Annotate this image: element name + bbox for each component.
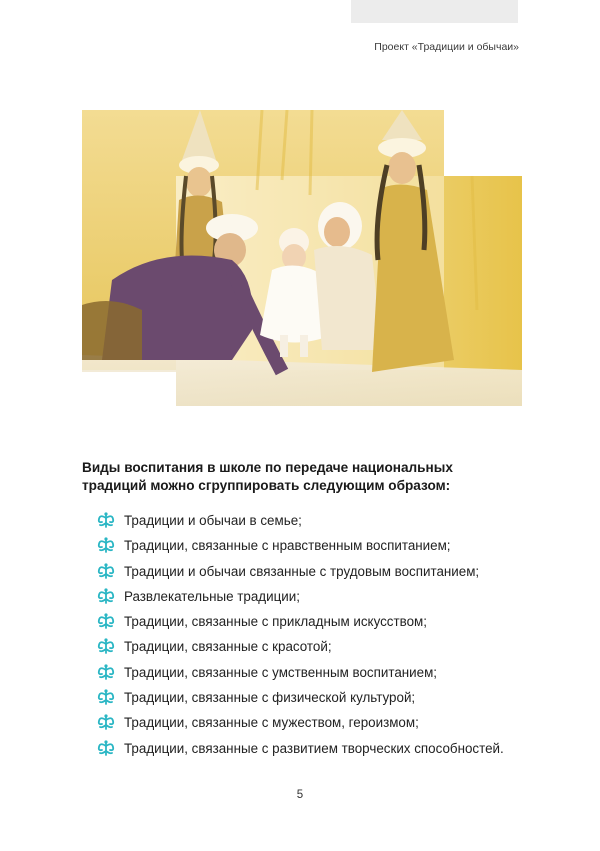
list-item-text: Традиции, связанные с умственным воспитанием; <box>124 664 438 680</box>
ornament-bullet-icon <box>96 613 116 630</box>
ornament-bullet-icon <box>96 664 116 681</box>
list-item <box>96 714 516 731</box>
list-item <box>96 563 516 580</box>
list-item <box>96 512 516 529</box>
list-item <box>96 588 516 605</box>
page-number: 5 <box>296 789 304 801</box>
list-item <box>96 740 516 757</box>
ornament-bullet-icon <box>96 740 116 757</box>
ornament-bullet-icon <box>96 638 116 655</box>
header-tab <box>351 0 518 23</box>
ornament-bullet-icon <box>96 689 116 706</box>
list-item-text: Традиции, связанные с физической культурой; <box>124 690 416 706</box>
list-item-text: Традиции, связанные с нравственным воспитанием; <box>124 538 451 554</box>
ornament-bullet-icon <box>96 537 116 554</box>
list-item-text: Традиции и обычаи связанные с трудовым воспитанием; <box>124 563 480 579</box>
ornament-bullet-icon <box>96 512 116 529</box>
list-item-text: Традиции и обычаи в семье; <box>124 513 302 528</box>
list-item-text: Традиции, связанные с прикладным искусством; <box>124 614 427 630</box>
list-item <box>96 638 516 655</box>
list-item <box>96 537 516 554</box>
family-ceremony-photo <box>82 110 522 415</box>
ornament-bullet-icon <box>96 714 116 731</box>
traditions-list <box>96 512 516 765</box>
list-item <box>96 689 516 706</box>
list-item-text: Развлекательные традиции; <box>124 588 300 604</box>
list-item <box>96 613 516 630</box>
list-item-text: Традиции, связанные с мужеством, героизмом; <box>124 715 419 731</box>
list-item <box>96 664 516 681</box>
ornament-bullet-icon <box>96 588 116 605</box>
ornament-bullet-icon <box>96 563 116 580</box>
list-item-text: Традиции, связанные с красотой; <box>124 639 332 655</box>
project-title: Проект «Традиции и обычаи» <box>374 41 519 53</box>
section-heading: Виды воспитания в школе по передаче национальных традиций можно сгруппировать следующим образом: <box>82 460 453 493</box>
list-item-text: Традиции, связанные с развитием творческих способностей. <box>124 740 504 756</box>
